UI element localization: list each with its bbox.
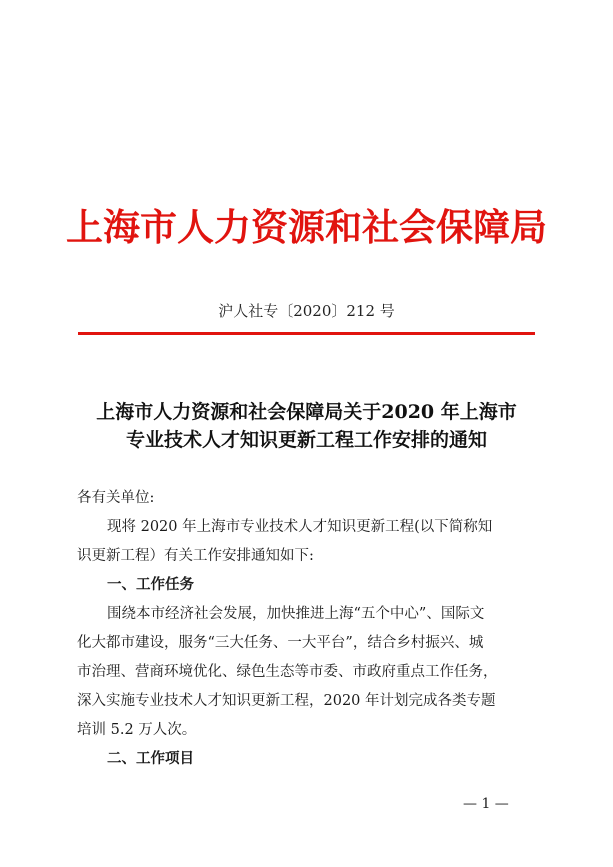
section-heading-projects: 二、工作项目 (107, 751, 194, 767)
tasks-paragraph-line-5: 培训 5.2 万人次。 (77, 722, 197, 738)
document-title (0, 398, 613, 454)
agency-header: 上海市人力资源和社会保障局 (66, 205, 547, 249)
document-title-line-1: 上海市人力资源和社会保障局关于2020 年上海市 (96, 401, 517, 423)
document-title-line-2: 专业技术人才知识更新工程工作安排的通知 (125, 429, 487, 451)
section-heading-tasks: 一、工作任务 (107, 577, 194, 593)
intro-line-2: 识更新工程）有关工作安排通知如下: (77, 548, 314, 564)
intro-line-1: 现将 2020 年上海市专业技术人才知识更新工程(以下简称知 (107, 519, 493, 535)
page-number: — 1 — (463, 796, 509, 812)
tasks-paragraph-line-4: 深入实施专业技术人才知识更新工程，2020 年计划完成各类专题 (77, 693, 496, 709)
document-number: 沪人社专〔2020〕212 号 (218, 302, 395, 320)
red-divider-rule (78, 332, 535, 335)
tasks-paragraph-line-2: 化大都市建设，服务“三大任务、一大平台”，结合乡村振兴、城 (77, 635, 484, 651)
tasks-paragraph-line-1: 围绕本市经济社会发展，加快推进上海“五个中心”、国际文 (107, 606, 485, 622)
document-body (77, 484, 539, 774)
salutation: 各有关单位: (77, 490, 155, 506)
tasks-paragraph-line-3: 市治理、营商环境优化、绿色生态等市委、市政府重点工作任务， (77, 664, 498, 680)
